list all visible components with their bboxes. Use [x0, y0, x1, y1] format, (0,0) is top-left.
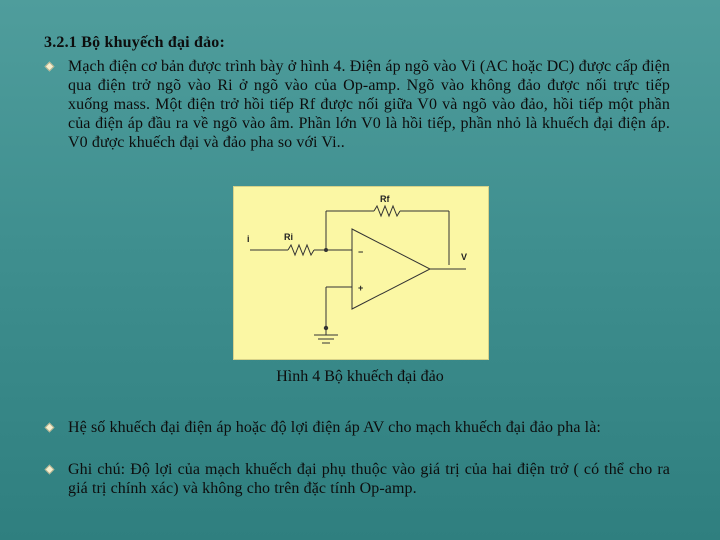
plus-sign: + — [358, 283, 364, 293]
ri-resistor-icon — [288, 245, 314, 255]
minus-sign: − — [358, 247, 364, 257]
bullet-text-note: Ghi chú: Độ lợi của mạch khuếch đại phụ thuộc vào giá trị của hai điện trở ( có thể cho ra giá trị chính xác) và không cho trên đặc tính Op-amp. — [68, 461, 670, 497]
bullet-text-gain: Hệ số khuếch đại điện áp hoặc độ lợi điện áp AV cho mạch khuếch đại đảo pha là: — [68, 419, 601, 436]
bullet-text-description: Mạch điện cơ bản được trình bày ở hình 4. Điện áp ngõ vào Vi (AC hoặc DC) được cấp điện qua điện trở ngõ vào Ri ở ngõ vào của Op-amp. Ngõ vào không đảo được nối trực tiếp xuống mass. Một điện trở hồi tiếp Rf được nối giữa V0 và ngõ vào đảo, hồi tiếp một phần của điện áp đầu ra về ngõ vào âm. Phần lớn V0 là hồi tiếp, phần nhỏ là khuếch đại điện áp. V0 được khuếch đại và đảo pha so với Vi.. — [68, 58, 670, 151]
bullet-item-note — [44, 460, 670, 498]
circuit-diagram — [234, 187, 488, 359]
rf-resistor-icon — [374, 206, 400, 216]
input-label: i — [247, 234, 250, 244]
inverting-amplifier-figure — [233, 186, 489, 360]
junction-dot-icon — [324, 248, 328, 252]
rf-label: Rf — [380, 194, 390, 204]
op-amp-triangle-icon — [352, 229, 430, 309]
diamond-bullet-icon — [44, 57, 68, 152]
bullet-item-description — [44, 57, 670, 152]
ri-label: Ri — [284, 232, 293, 242]
section-heading: 3.2.1 Bộ khuyếch đại đảo: — [44, 34, 226, 51]
ground-junction-dot-icon — [324, 326, 328, 330]
diamond-bullet-icon — [44, 418, 68, 437]
figure-caption: Hình 4 Bộ khuếch đại đảo — [276, 368, 444, 385]
output-label: V — [461, 252, 468, 262]
diamond-bullet-icon — [44, 460, 68, 498]
bullet-item-gain — [44, 418, 670, 437]
